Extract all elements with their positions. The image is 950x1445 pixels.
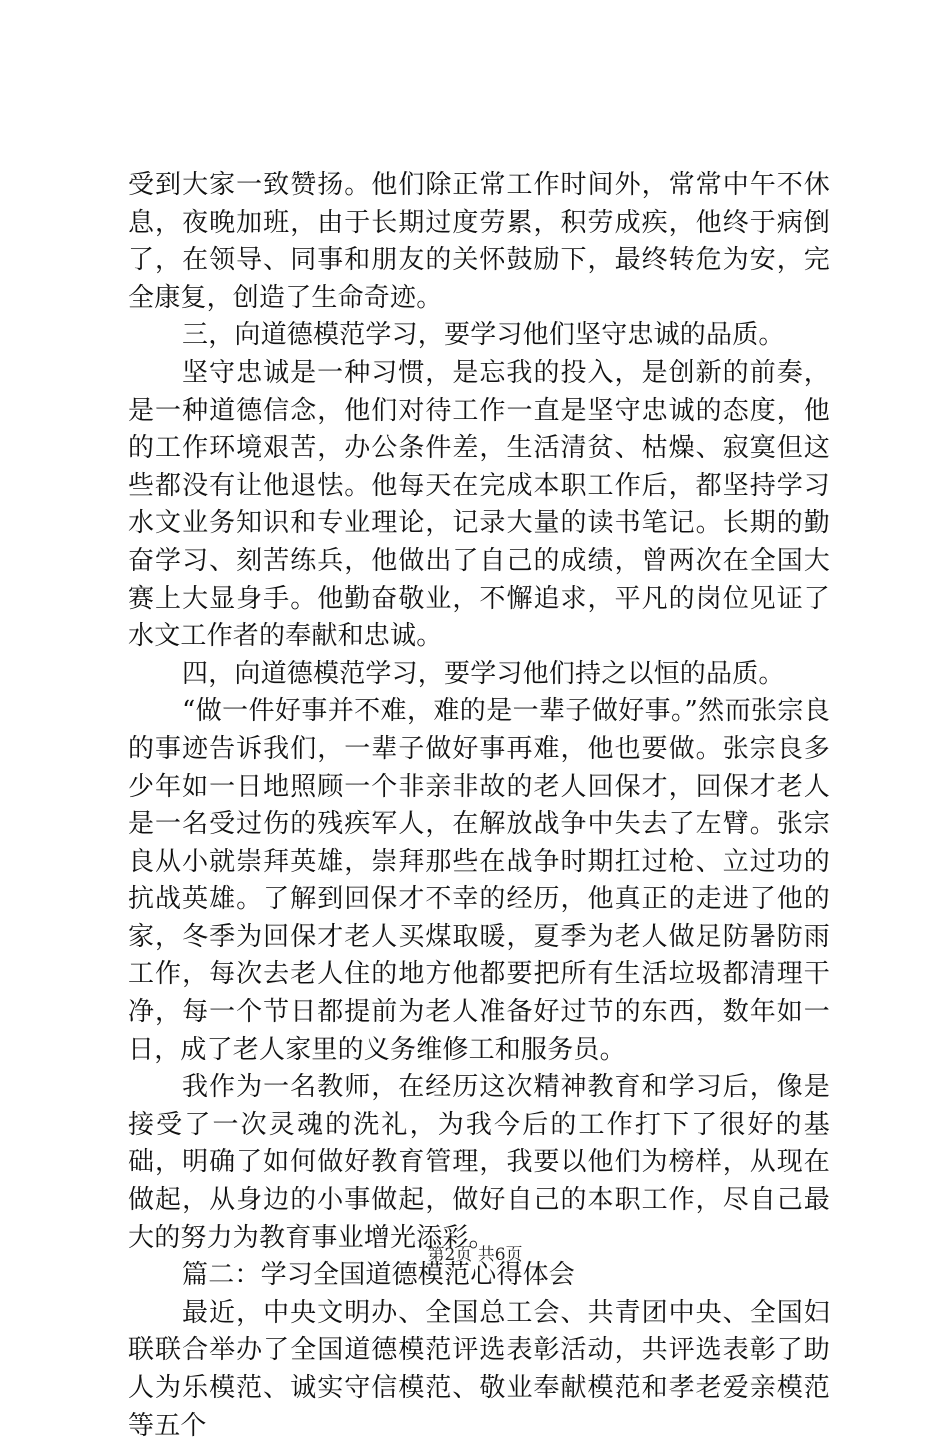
chapter-two-heading: 篇二：学习全国道德模范心得体会 bbox=[182, 1260, 576, 1291]
section-heading-four: 四，向道德模范学习，要学习他们持之以恒的品质。 bbox=[182, 658, 785, 689]
paragraph-loyalty: 坚守忠诚是一种习惯，是忘我的投入，是创新的前奏，是一种道德信念，他们对待工作一直是坚守忠诚的态度，他的工作环境艰苦，办公条件差，生活清贫、枯燥、寂寞但这些都没有让他退怯。他每天在完成本职工作后，都坚持学习水文业务知识和专业理论，记录大量的读书笔记。长期的勤奋学习、刻苦练兵，他做出了自己的成绩，曾两次在全国大赛上大显身手。他勤奋敬业，不懈追求，平凡的岗位见证了水文工作者的奉献和忠诚。 bbox=[128, 357, 830, 652]
paragraph-perseverance: “做一件好事并不难，难的是一辈子做好事。”然而张宗良的事迹告诉我们，一辈子做好事再难，他也要做。张宗良多少年如一日地照顾一个非亲非故的老人回保才，回保才老人是一名受过伤的残疾军人，在解放战争中失去了左臂。张宗良从小就崇拜英雄，崇拜那些在战争时期扛过枪、立过功的抗战英雄。了解到回保才不幸的经历，他真正的走进了他的家，冬季为回保才老人买煤取暖，夏季为老人做足防暑防雨工作，每次去老人住的地方他都要把所有生活垃圾都清理干净，每一个节日都提前为老人准备好过节的东西，数年如一日，成了老人家里的义务维修工和服务员。 bbox=[128, 696, 830, 1065]
page-number-label: 第2页 共6页 bbox=[427, 1245, 523, 1265]
paragraph-chapter-two-intro: 最近，中央文明办、全国总工会、共青团中央、全国妇联联合举办了全国道德模范评选表彰活动，共评选表彰了助人为乐模范、诚实守信模范、敬业奉献模范和孝老爱亲模范等五个 bbox=[128, 1297, 830, 1441]
paragraph-continuation: 受到大家一致赞扬。他们除正常工作时间外，常常中午不休息，夜晚加班，由于长期过度劳累，积劳成疾，他终于病倒了，在领导、同事和朋友的关怀鼓励下，最终转危为安，完全康复，创造了生命奇迹。 bbox=[128, 170, 830, 313]
section-heading-three: 三，向道德模范学习，要学习他们坚守忠诚的品质。 bbox=[182, 320, 785, 351]
paragraph-teacher-reflection: 我作为一名教师，在经历这次精神教育和学习后，像是接受了一次灵魂的洗礼，为我今后的工作打下了很好的基础，明确了如何做好教育管理，我要以他们为榜样，从现在做起，从身边的小事做起，做好自己的本职工作，尽自己最大的努力为教育事业增光添彩。 bbox=[128, 1072, 830, 1253]
page-footer bbox=[0, 1245, 950, 1265]
